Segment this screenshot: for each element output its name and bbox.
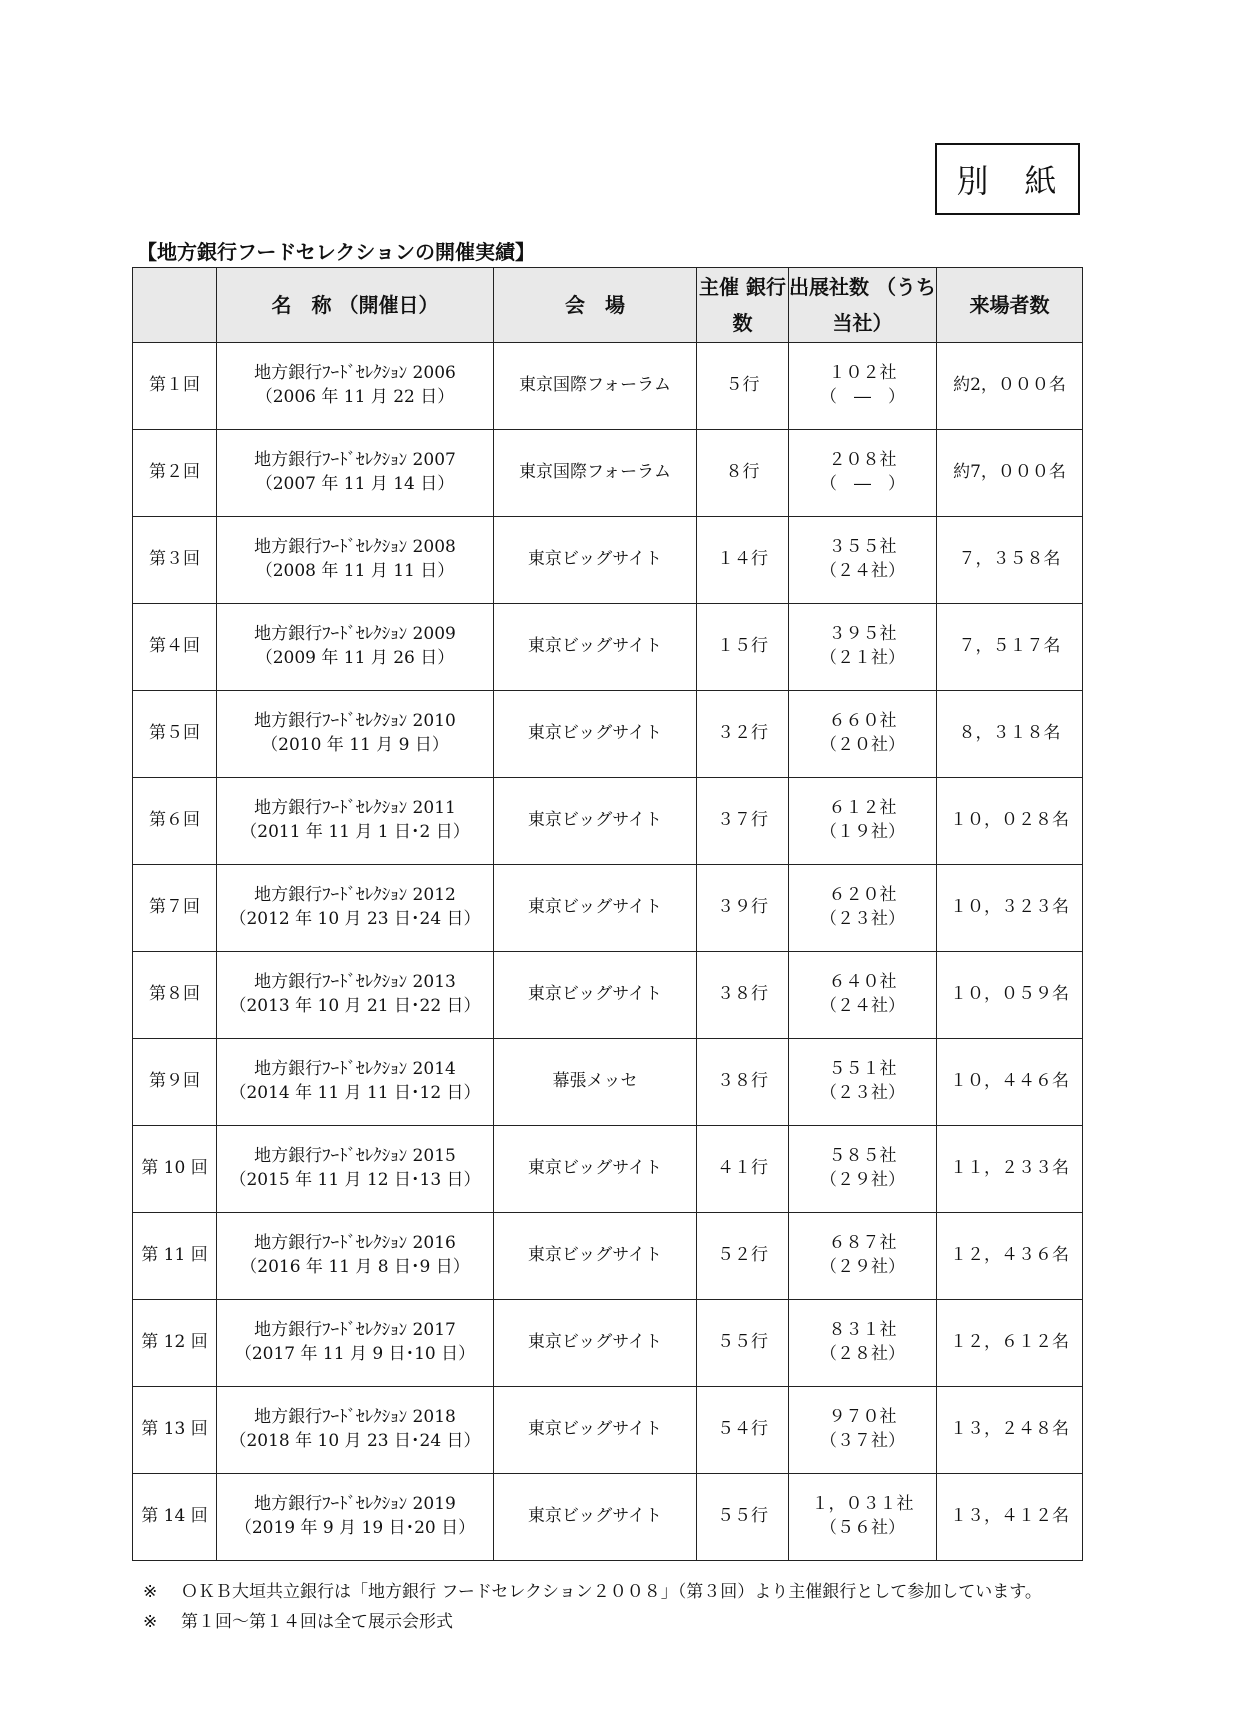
cell-banks: ３８行	[697, 1039, 789, 1126]
exhibitor-count: ３５５社	[828, 537, 897, 558]
cell-visitors: ７，５１７名	[937, 604, 1083, 691]
exhibitor-count: ６８７社	[828, 1233, 897, 1254]
event-name: 地方銀行ﾌｰﾄﾞｾﾚｸｼｮﾝ 2006	[254, 363, 456, 384]
table-row	[133, 343, 1083, 430]
exhibitor-count: ６４０社	[828, 972, 897, 993]
event-name: 地方銀行ﾌｰﾄﾞｾﾚｸｼｮﾝ 2013	[254, 972, 456, 993]
header-name-line2: （開催日）	[338, 293, 439, 317]
cell-venue: 東京ビッグサイト	[494, 604, 697, 691]
cell-name	[217, 1213, 494, 1300]
cell-exhibitors	[789, 865, 937, 952]
exhibitor-count: ６１２社	[828, 798, 897, 819]
note-mark: ※	[143, 1612, 158, 1632]
own-exhibitor-count: （２９社）	[820, 1257, 905, 1277]
cell-banks: ８行	[697, 430, 789, 517]
table-row	[133, 1474, 1083, 1561]
cell-banks: ３９行	[697, 865, 789, 952]
own-exhibitor-count: （１９社）	[820, 822, 905, 842]
cell-banks: ３７行	[697, 778, 789, 865]
event-date: （2007 年 11 月 14 日）	[255, 474, 455, 494]
own-exhibitor-count: （２３社）	[820, 909, 905, 929]
event-date: （2008 年 11 月 11 日）	[255, 561, 455, 581]
table-header-row	[133, 268, 1083, 343]
event-date: （2010 年 11 月 9 日）	[261, 735, 449, 755]
cell-name	[217, 1474, 494, 1561]
cell-exhibitors	[789, 952, 937, 1039]
cell-index: 第３回	[133, 517, 217, 604]
header-exhibitors	[789, 268, 937, 343]
own-exhibitor-count: （２０社）	[820, 735, 905, 755]
cell-index: 第８回	[133, 952, 217, 1039]
own-exhibitor-count: （２４社）	[820, 561, 905, 581]
cell-index: 第 10 回	[133, 1126, 217, 1213]
cell-name	[217, 691, 494, 778]
cell-index: 第 13 回	[133, 1387, 217, 1474]
note-text: ＯＫＢ大垣共立銀行は「地方銀行 フードセレクション２００８」（第３回）より主催銀行として参加しています。	[181, 1582, 1042, 1602]
table-row	[133, 691, 1083, 778]
event-date: （2019 年 9 月 19 日･20 日）	[234, 1518, 476, 1538]
cell-exhibitors	[789, 1039, 937, 1126]
cell-name	[217, 343, 494, 430]
cell-venue: 東京国際フォーラム	[494, 430, 697, 517]
header-banks	[697, 268, 789, 343]
cell-visitors: １０，３２３名	[937, 865, 1083, 952]
cell-venue: 東京ビッグサイト	[494, 691, 697, 778]
header-exhibitors-line1: 出展社数	[789, 275, 870, 299]
exhibitor-count: １，０３１社	[811, 1494, 914, 1515]
cell-banks: ４１行	[697, 1126, 789, 1213]
cell-venue: 東京ビッグサイト	[494, 517, 697, 604]
cell-index: 第 14 回	[133, 1474, 217, 1561]
cell-index: 第 11 回	[133, 1213, 217, 1300]
cell-exhibitors	[789, 1126, 937, 1213]
table-row	[133, 778, 1083, 865]
cell-exhibitors	[789, 778, 937, 865]
header-exhibitors-line2: （うち当社）	[832, 275, 936, 335]
document-title: 【地方銀行フードセレクションの開催実績】	[137, 240, 535, 264]
cell-index: 第７回	[133, 865, 217, 952]
cell-banks: ５行	[697, 343, 789, 430]
exhibitor-count: ６２０社	[828, 885, 897, 906]
cell-visitors: １０，０５９名	[937, 952, 1083, 1039]
header-name	[217, 268, 494, 343]
exhibitor-count: ８３１社	[828, 1320, 897, 1341]
cell-visitors: 約2，０００名	[937, 343, 1083, 430]
cell-name	[217, 778, 494, 865]
table-row	[133, 430, 1083, 517]
cell-venue: 東京ビッグサイト	[494, 952, 697, 1039]
own-exhibitor-count: （２１社）	[820, 648, 905, 668]
cell-banks: ５５行	[697, 1300, 789, 1387]
cell-name	[217, 430, 494, 517]
cell-venue: 東京ビッグサイト	[494, 1474, 697, 1561]
own-exhibitor-count: （２８社）	[820, 1344, 905, 1364]
cell-exhibitors	[789, 1387, 937, 1474]
cell-exhibitors	[789, 1300, 937, 1387]
own-exhibitor-count: （２９社）	[820, 1170, 905, 1190]
cell-index: 第２回	[133, 430, 217, 517]
own-exhibitor-count: （２４社）	[820, 996, 905, 1016]
cell-name	[217, 1039, 494, 1126]
cell-venue: 東京ビッグサイト	[494, 1387, 697, 1474]
cell-banks: １４行	[697, 517, 789, 604]
event-date: （2011 年 11 月 1 日･2 日）	[240, 822, 470, 842]
cell-visitors: 約7，０００名	[937, 430, 1083, 517]
cell-name	[217, 517, 494, 604]
exhibitor-count: ５８５社	[828, 1146, 897, 1167]
event-name: 地方銀行ﾌｰﾄﾞｾﾚｸｼｮﾝ 2015	[254, 1146, 456, 1167]
event-name: 地方銀行ﾌｰﾄﾞｾﾚｸｼｮﾝ 2018	[254, 1407, 456, 1428]
cell-index: 第 12 回	[133, 1300, 217, 1387]
cell-venue: 東京ビッグサイト	[494, 778, 697, 865]
cell-venue: 東京ビッグサイト	[494, 1126, 697, 1213]
event-date: （2014 年 11 月 11 日･12 日）	[229, 1083, 481, 1103]
own-exhibitor-count: （ ― ）	[820, 387, 905, 407]
cell-name	[217, 865, 494, 952]
footnote	[143, 1577, 1042, 1607]
header-banks-line2: 銀行数	[732, 275, 786, 335]
cell-venue: 東京ビッグサイト	[494, 1213, 697, 1300]
cell-venue: 東京国際フォーラム	[494, 343, 697, 430]
table-row	[133, 1387, 1083, 1474]
event-date: （2013 年 10 月 21 日･22 日）	[229, 996, 481, 1016]
footnotes	[143, 1577, 1042, 1637]
cell-exhibitors	[789, 430, 937, 517]
cell-visitors: ８，３１８名	[937, 691, 1083, 778]
exhibitor-count: ３９５社	[828, 624, 897, 645]
cell-visitors: １３，２４８名	[937, 1387, 1083, 1474]
exhibitor-count: ５５１社	[828, 1059, 897, 1080]
own-exhibitor-count: （３７社）	[820, 1431, 905, 1451]
cell-venue: 幕張メッセ	[494, 1039, 697, 1126]
event-name: 地方銀行ﾌｰﾄﾞｾﾚｸｼｮﾝ 2011	[254, 798, 456, 819]
cell-visitors: １２，４３６名	[937, 1213, 1083, 1300]
event-name: 地方銀行ﾌｰﾄﾞｾﾚｸｼｮﾝ 2010	[254, 711, 456, 732]
cell-exhibitors	[789, 691, 937, 778]
cell-name	[217, 952, 494, 1039]
cell-exhibitors	[789, 1474, 937, 1561]
cell-exhibitors	[789, 604, 937, 691]
cell-visitors: １０，０２８名	[937, 778, 1083, 865]
cell-exhibitors	[789, 517, 937, 604]
cell-name	[217, 1126, 494, 1213]
header-banks-line1: 主催	[699, 275, 740, 299]
cell-venue: 東京ビッグサイト	[494, 1300, 697, 1387]
event-date: （2015 年 11 月 12 日･13 日）	[229, 1170, 481, 1190]
table-row	[133, 952, 1083, 1039]
event-date: （2012 年 10 月 23 日･24 日）	[229, 909, 481, 929]
event-name: 地方銀行ﾌｰﾄﾞｾﾚｸｼｮﾝ 2008	[254, 537, 456, 558]
note-mark: ※	[143, 1582, 158, 1602]
own-exhibitor-count: （５６社）	[820, 1518, 905, 1538]
exhibitor-count: ６６０社	[828, 711, 897, 732]
event-results-table	[132, 267, 1083, 1561]
header-name-line1: 名 称	[271, 293, 332, 317]
header-index	[133, 268, 217, 343]
cell-visitors: １２，６１２名	[937, 1300, 1083, 1387]
cell-banks: ３８行	[697, 952, 789, 1039]
cell-banks: ５４行	[697, 1387, 789, 1474]
footnote	[143, 1607, 1042, 1637]
cell-banks: ３２行	[697, 691, 789, 778]
cell-banks: １５行	[697, 604, 789, 691]
table-row	[133, 517, 1083, 604]
cell-name	[217, 604, 494, 691]
event-name: 地方銀行ﾌｰﾄﾞｾﾚｸｼｮﾝ 2017	[254, 1320, 456, 1341]
table-row	[133, 1126, 1083, 1213]
cell-visitors: １１，２３３名	[937, 1126, 1083, 1213]
cell-venue: 東京ビッグサイト	[494, 865, 697, 952]
event-date: （2017 年 11 月 9 日･10 日）	[234, 1344, 476, 1364]
exhibitor-count: ９７０社	[828, 1407, 897, 1428]
event-date: （2018 年 10 月 23 日･24 日）	[229, 1431, 481, 1451]
cell-name	[217, 1300, 494, 1387]
event-name: 地方銀行ﾌｰﾄﾞｾﾚｸｼｮﾝ 2016	[254, 1233, 456, 1254]
header-visitors: 来場者数	[937, 268, 1083, 343]
cell-visitors: １０，４４６名	[937, 1039, 1083, 1126]
exhibitor-count: １０２社	[828, 363, 897, 384]
table-row	[133, 865, 1083, 952]
cell-name	[217, 1387, 494, 1474]
header-venue: 会 場	[494, 268, 697, 343]
table-row	[133, 1300, 1083, 1387]
table-row	[133, 1039, 1083, 1126]
cell-index: 第５回	[133, 691, 217, 778]
cell-index: 第９回	[133, 1039, 217, 1126]
cell-banks: ５２行	[697, 1213, 789, 1300]
event-date: （2006 年 11 月 22 日）	[255, 387, 455, 407]
event-name: 地方銀行ﾌｰﾄﾞｾﾚｸｼｮﾝ 2019	[254, 1494, 456, 1515]
table-row	[133, 1213, 1083, 1300]
exhibitor-count: ２０８社	[828, 450, 897, 471]
cell-exhibitors	[789, 343, 937, 430]
event-name: 地方銀行ﾌｰﾄﾞｾﾚｸｼｮﾝ 2014	[254, 1059, 456, 1080]
event-date: （2016 年 11 月 8 日･9 日）	[240, 1257, 470, 1277]
event-date: （2009 年 11 月 26 日）	[255, 648, 455, 668]
table-row	[133, 604, 1083, 691]
cell-index: 第４回	[133, 604, 217, 691]
appendix-label: 別 紙	[935, 143, 1080, 215]
cell-exhibitors	[789, 1213, 937, 1300]
event-name: 地方銀行ﾌｰﾄﾞｾﾚｸｼｮﾝ 2012	[254, 885, 456, 906]
cell-visitors: １３，４１２名	[937, 1474, 1083, 1561]
cell-index: 第１回	[133, 343, 217, 430]
note-text: 第１回～第１４回は全て展示会形式	[181, 1612, 453, 1632]
event-name: 地方銀行ﾌｰﾄﾞｾﾚｸｼｮﾝ 2009	[254, 624, 456, 645]
cell-visitors: ７，３５８名	[937, 517, 1083, 604]
own-exhibitor-count: （２３社）	[820, 1083, 905, 1103]
cell-index: 第６回	[133, 778, 217, 865]
event-name: 地方銀行ﾌｰﾄﾞｾﾚｸｼｮﾝ 2007	[254, 450, 456, 471]
cell-banks: ５５行	[697, 1474, 789, 1561]
own-exhibitor-count: （ ― ）	[820, 474, 905, 494]
